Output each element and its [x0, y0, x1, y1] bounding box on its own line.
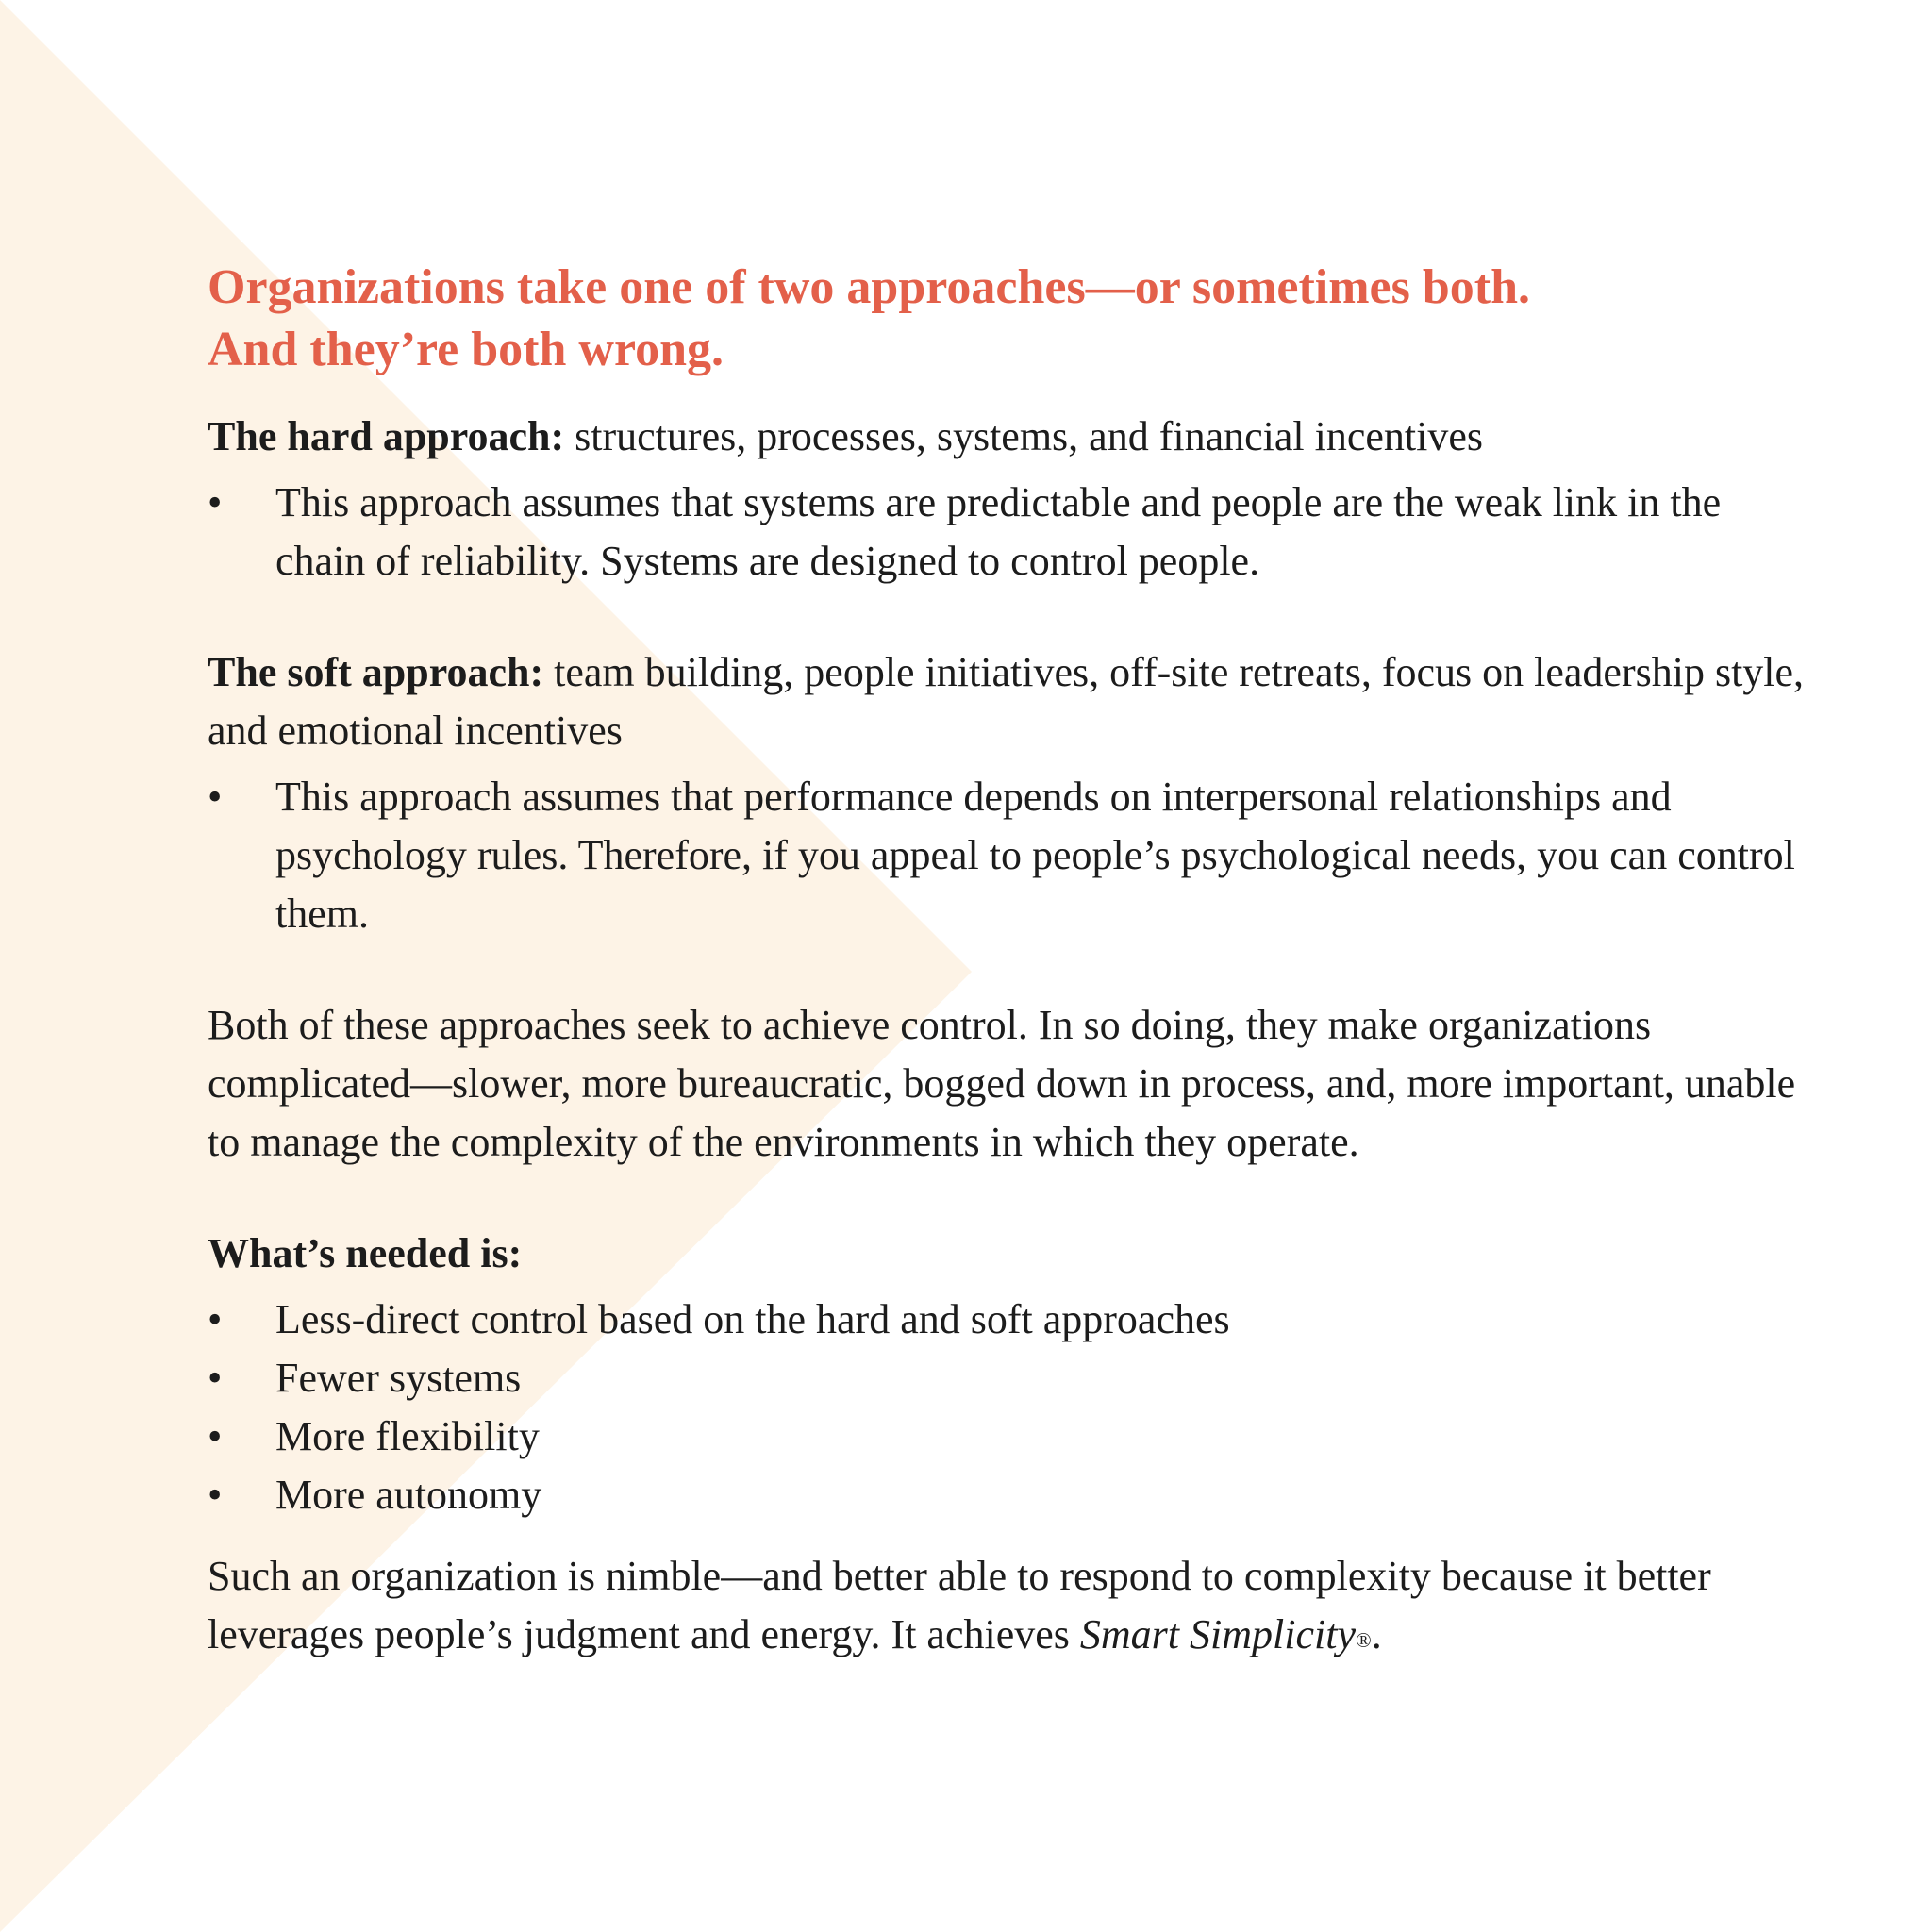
hard-approach-label: The hard approach: [208, 413, 565, 459]
hard-approach-bullet-text: This approach assumes that systems are predictable and people are the weak link in the chain of reliability. Systems are designed to control people. [275, 479, 1722, 584]
needed-item-text: More flexibility [275, 1413, 540, 1459]
headline-line-2: And they’re both wrong. [208, 323, 724, 376]
hard-approach-bullets [208, 474, 1811, 591]
soft-approach-section [208, 643, 1811, 943]
closing-end: . [1371, 1611, 1382, 1657]
needed-item-text: Fewer systems [275, 1355, 522, 1401]
headline-line-1: Organizations take one of two approaches—or sometimes both. [208, 260, 1531, 314]
closing-paragraph [208, 1547, 1811, 1664]
soft-approach-definition [208, 643, 1811, 760]
hard-approach-definition [208, 408, 1811, 466]
registered-mark: ® [1355, 1628, 1372, 1652]
whats-needed-title: What’s needed is: [208, 1230, 523, 1276]
list-item [208, 1349, 1811, 1407]
closing-text: Such an organization is nimble—and better able to respond to complexity because it better leverages people’s judgment and energy. It achieves [208, 1553, 1711, 1657]
bullet-icon: • [208, 1413, 223, 1459]
both-approaches-paragraph: Both of these approaches seek to achieve control. In so doing, they make organizations complicated—slower, more bureaucratic, bogged down in process, and, more important, unable to manage the complexity of the environments in which they operate. [208, 1002, 1796, 1165]
bullet-icon: • [208, 774, 223, 820]
document-body [208, 257, 1811, 1664]
list-item [208, 1291, 1811, 1349]
whats-needed-section [208, 1224, 1811, 1524]
soft-approach-label: The soft approach: [208, 649, 544, 695]
bullet-icon: • [208, 1355, 223, 1401]
list-item [208, 1466, 1811, 1524]
bullet-icon: • [208, 1472, 223, 1518]
soft-approach-text: team building, people initiatives, off-site retreats, focus on leadership style, and emotional incentives [208, 649, 1805, 754]
hard-approach-text: structures, processes, systems, and financial incentives [564, 413, 1483, 459]
list-item [208, 474, 1811, 591]
list-item [208, 1407, 1811, 1466]
soft-approach-bullets [208, 768, 1811, 943]
bullet-icon: • [208, 1296, 223, 1342]
list-item [208, 768, 1811, 943]
whats-needed-list [208, 1291, 1811, 1524]
soft-approach-bullet-text: This approach assumes that performance depends on interpersonal relationships and psychology rules. Therefore, if you appeal to people’s psychological needs, you can control them. [275, 774, 1795, 937]
bullet-icon: • [208, 479, 223, 525]
needed-item-text: More autonomy [275, 1472, 542, 1518]
smart-simplicity-emphasis: Smart Simplicity [1079, 1611, 1356, 1657]
headline [208, 257, 1811, 381]
hard-approach-section [208, 408, 1811, 591]
needed-item-text: Less-direct control based on the hard and soft approaches [275, 1296, 1230, 1342]
